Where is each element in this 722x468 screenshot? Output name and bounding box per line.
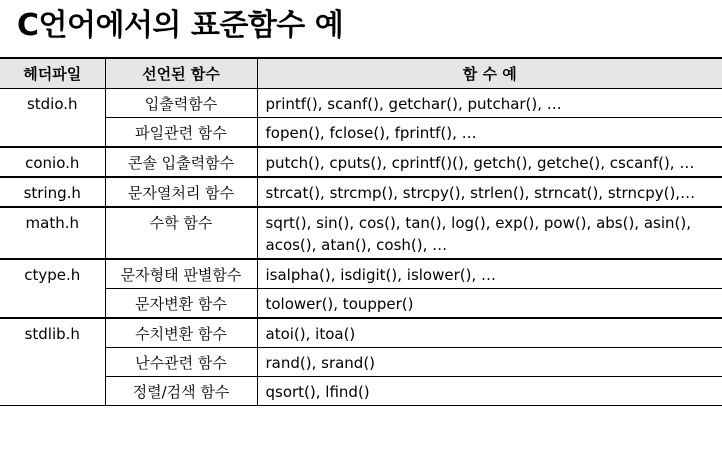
category-cell: 파일관련 함수 (105, 118, 257, 148)
functions-cell: strcat(), strcmp(), strcpy(), strlen(), strncat(), strncpy(),… (257, 177, 722, 207)
header-file-cell: ctype.h (0, 259, 105, 318)
page-title: C언어에서의 표준함수 예 (17, 8, 344, 43)
category-cell: 문자열처리 함수 (105, 177, 257, 207)
column-header-examples: 함 수 예 (257, 59, 722, 89)
table-row (0, 177, 722, 207)
table-row (0, 377, 722, 406)
category-cell: 수치변환 함수 (105, 318, 257, 348)
column-header-file: 헤더파일 (0, 59, 105, 89)
column-header-declared: 선언된 함수 (105, 59, 257, 89)
category-cell: 입출력함수 (105, 89, 257, 118)
table-row (0, 207, 722, 259)
table-header-row (0, 59, 722, 89)
table-row (0, 348, 722, 377)
functions-cell: isalpha(), isdigit(), islower(), … (257, 259, 722, 289)
function-table (0, 59, 722, 406)
category-cell: 난수관련 함수 (105, 348, 257, 377)
category-cell: 콘솔 입출력함수 (105, 147, 257, 177)
functions-cell: putch(), cputs(), cprintf()(), getch(), getche(), cscanf(), … (257, 147, 722, 177)
table-row (0, 318, 722, 348)
table-row (0, 259, 722, 289)
header-file-cell: math.h (0, 207, 105, 259)
table-row (0, 147, 722, 177)
table-row (0, 289, 722, 319)
functions-cell: atoi(), itoa() (257, 318, 722, 348)
functions-cell: qsort(), lfind() (257, 377, 722, 406)
functions-cell: sqrt(), sin(), cos(), tan(), log(), exp(), pow(), abs(), asin(), acos(), atan(), cosh(), … (257, 207, 722, 259)
functions-cell: fopen(), fclose(), fprintf(), … (257, 118, 722, 148)
table-row (0, 118, 722, 148)
header-file-cell: stdio.h (0, 89, 105, 148)
category-cell: 문자형태 판별함수 (105, 259, 257, 289)
functions-cell: rand(), srand() (257, 348, 722, 377)
category-cell: 수학 함수 (105, 207, 257, 259)
category-cell: 정렬/검색 함수 (105, 377, 257, 406)
header-file-cell: string.h (0, 177, 105, 207)
functions-cell: tolower(), toupper() (257, 289, 722, 319)
functions-cell: printf(), scanf(), getchar(), putchar(), … (257, 89, 722, 118)
header-file-cell: conio.h (0, 147, 105, 177)
header-file-cell: stdlib.h (0, 318, 105, 406)
table-row (0, 89, 722, 118)
category-cell: 문자변환 함수 (105, 289, 257, 319)
